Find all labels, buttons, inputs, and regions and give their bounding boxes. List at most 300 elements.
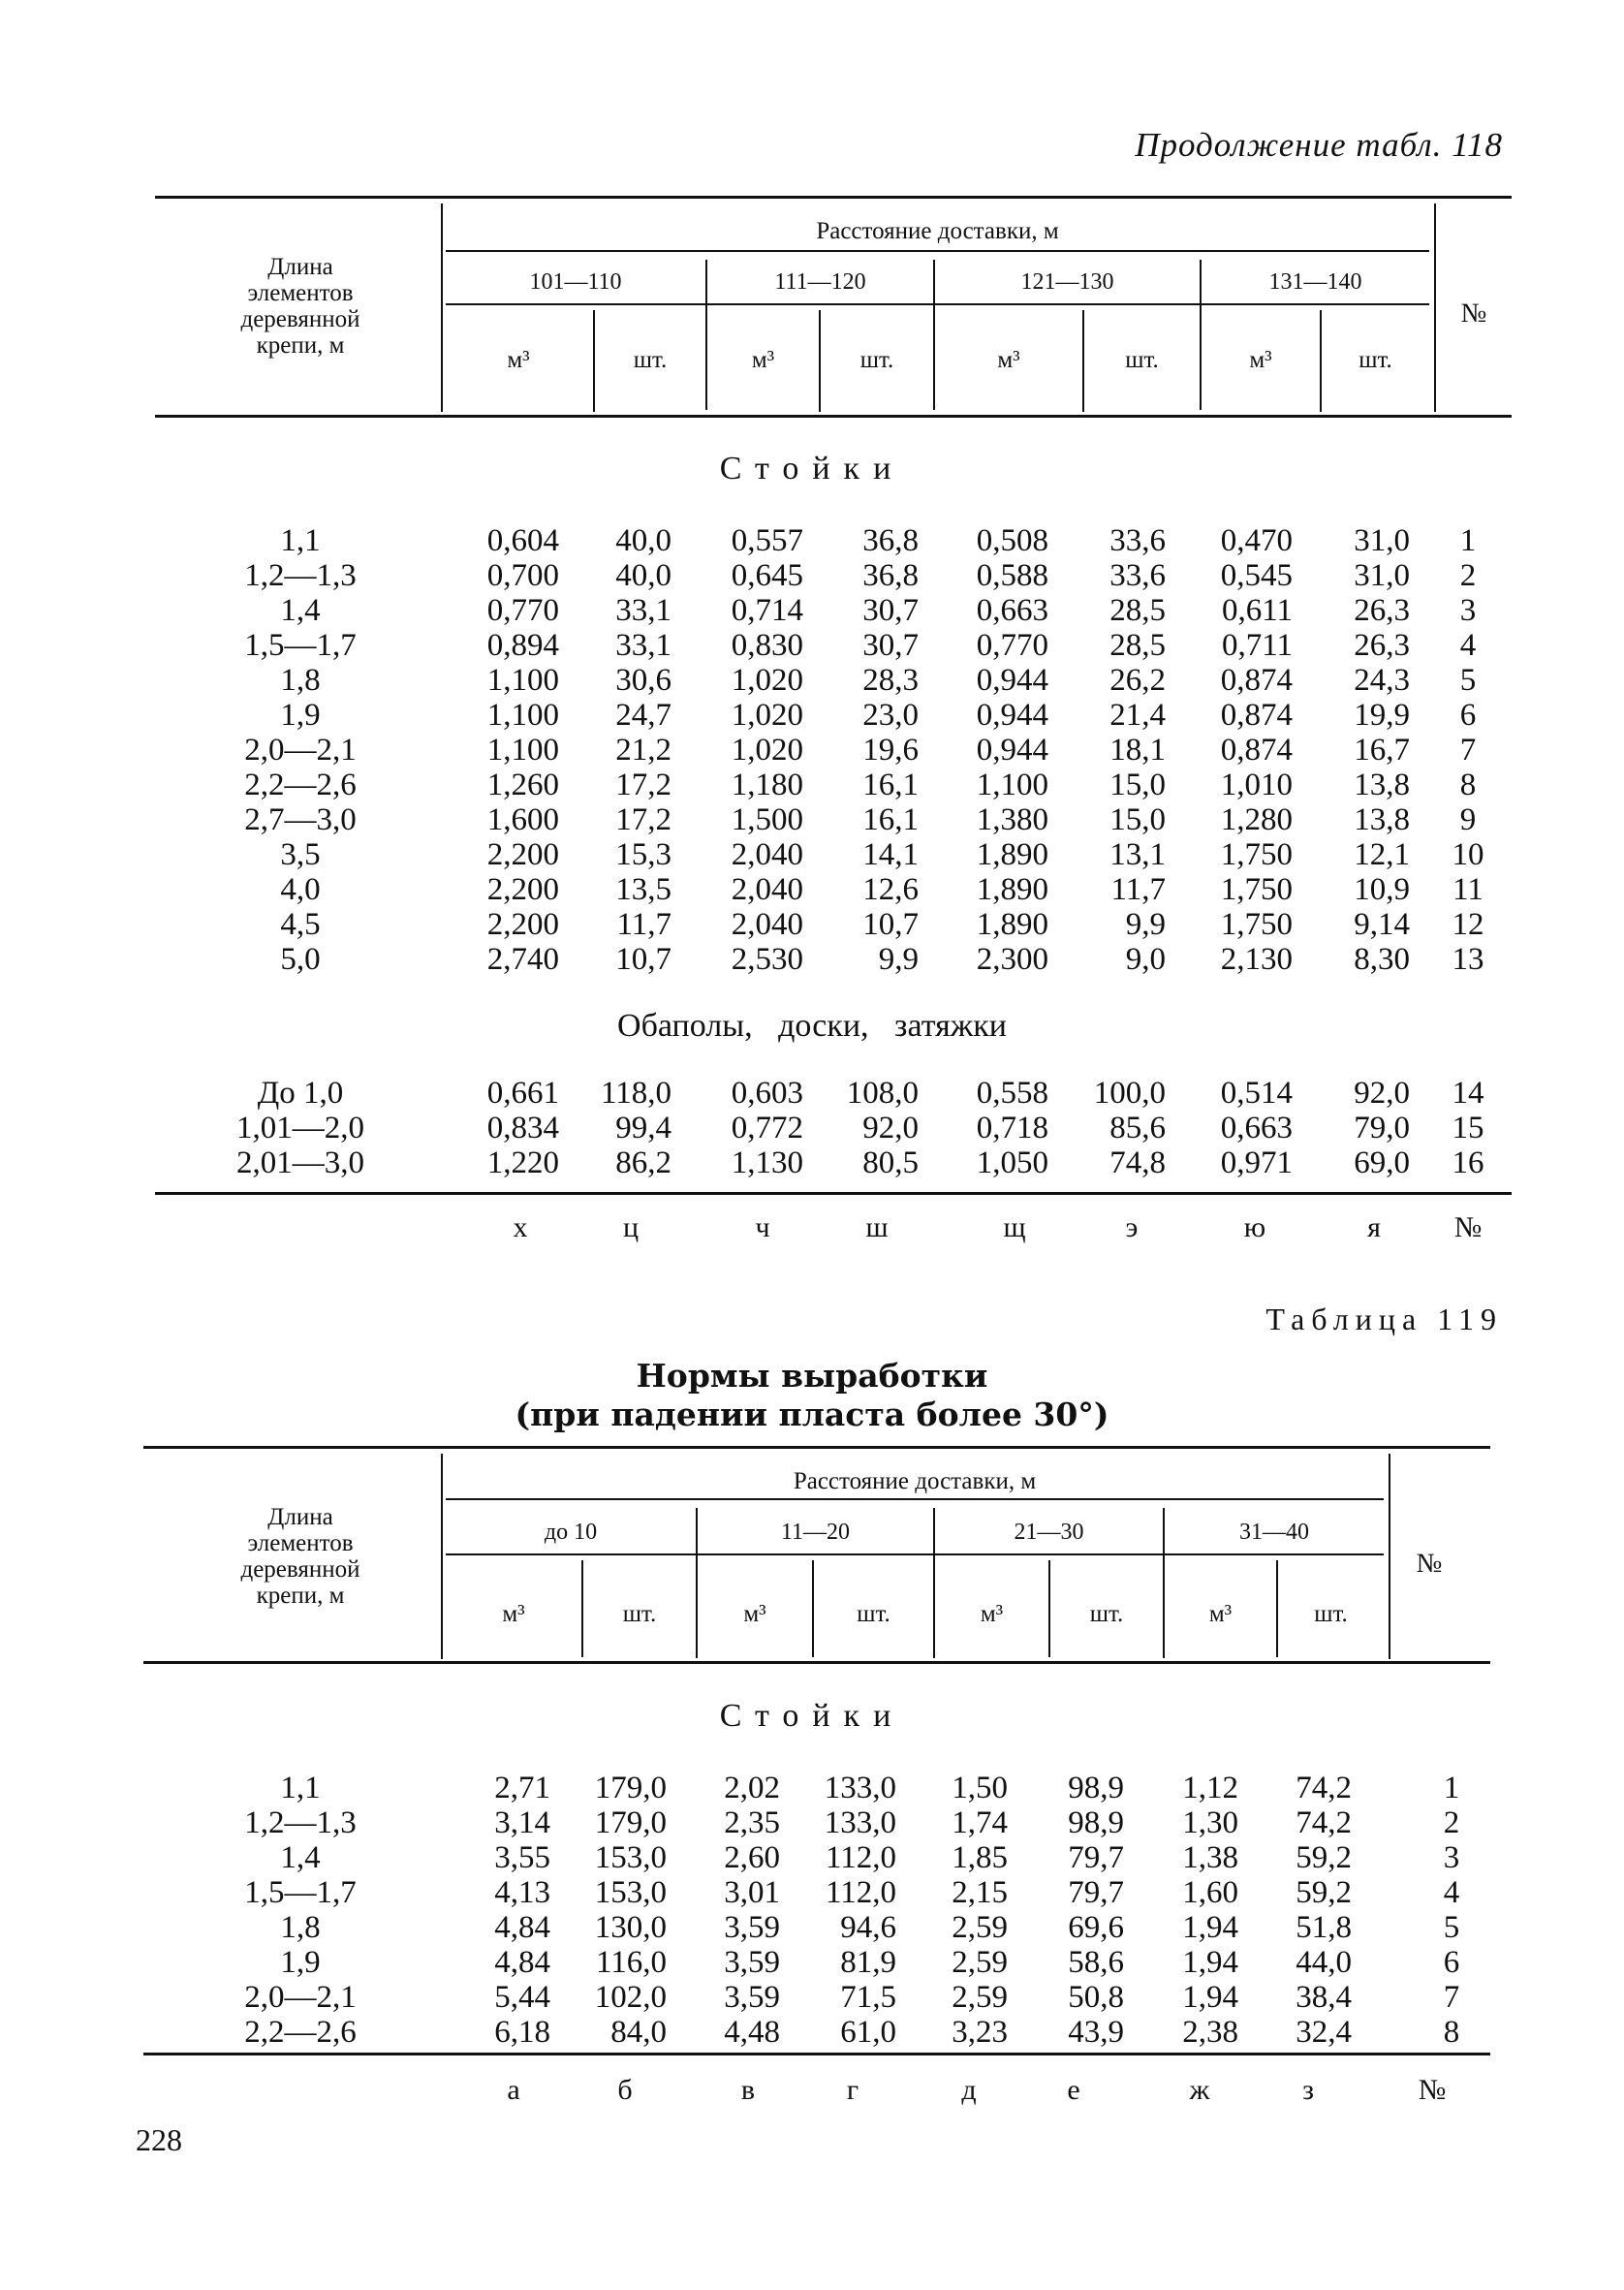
cell-volume-m3: 1,12	[1182, 1771, 1238, 1805]
cell-pieces: 24,3	[1354, 663, 1410, 698]
footer-letter: ж	[1189, 2074, 1210, 2106]
table-subtitle: (при падении пласта более 30°)	[515, 1396, 1109, 1433]
cell-volume-m3: 2,71	[494, 1771, 550, 1805]
row-label: 1,5—1,7	[244, 1875, 357, 1910]
cell-pieces: 153,0	[594, 1875, 667, 1910]
cell-volume-m3: 0,830	[731, 628, 803, 663]
cell-pieces: 33,6	[1109, 523, 1166, 558]
table-row	[0, 523, 1624, 558]
cell-volume-m3: 0,557	[731, 523, 803, 558]
cell-pieces: 102,0	[594, 1980, 667, 2015]
cell-pieces: 112,0	[825, 1840, 896, 1875]
row-label: 3,5	[280, 837, 321, 872]
cell-pieces: 13,8	[1354, 802, 1410, 837]
header-text: элементов	[247, 280, 354, 306]
cell-pieces: 26,2	[1109, 663, 1166, 698]
cell-pieces: 14,1	[862, 837, 919, 872]
cell-volume-m3: 0,718	[976, 1111, 1048, 1145]
footer-letter: б	[617, 2074, 633, 2106]
cell-volume-m3: 0,661	[486, 1076, 559, 1111]
cell-volume-m3: 2,200	[486, 907, 559, 942]
footer-letter: х	[513, 1211, 528, 1243]
cell-volume-m3: 0,834	[486, 1111, 559, 1145]
cell-pieces: 108,0	[846, 1076, 919, 1111]
header-text: деревянной	[240, 1556, 360, 1583]
table-bottom-rule	[155, 1192, 1512, 1195]
cell-pieces: 179,0	[594, 1771, 667, 1805]
cell-volume-m3: 4,13	[494, 1875, 550, 1910]
range-header: 31—40	[1239, 1520, 1309, 1545]
cell-volume-m3: 2,59	[952, 1945, 1008, 1980]
row-label: 1,2—1,3	[244, 558, 357, 593]
cell-pieces: 9,9	[1125, 907, 1166, 942]
cell-pieces: 23,0	[862, 698, 919, 733]
cell-volume-m3: 0,714	[731, 593, 803, 628]
cell-pieces: 116,0	[595, 1945, 667, 1980]
cell-volume-m3: 2,530	[731, 942, 803, 977]
row-number: 15	[1452, 1111, 1484, 1145]
cell-pieces: 85,6	[1109, 1111, 1166, 1145]
cell-pieces: 33,1	[615, 628, 671, 663]
cell-pieces: 12,6	[862, 872, 919, 907]
cell-volume-m3: 2,040	[731, 872, 803, 907]
cell-volume-m3: 2,15	[952, 1875, 1008, 1910]
cell-pieces: 28,3	[862, 663, 919, 698]
cell-pieces: 51,8	[1296, 1910, 1352, 1945]
row-number: 5	[1459, 663, 1477, 698]
cell-volume-m3: 0,663	[1220, 1111, 1293, 1145]
cell-volume-m3: 0,971	[1220, 1145, 1293, 1180]
header-text: деревянной	[240, 306, 360, 332]
cell-volume-m3: 6,18	[494, 2015, 550, 2050]
cell-volume-m3: 1,890	[976, 872, 1048, 907]
cell-volume-m3: 1,94	[1182, 1945, 1238, 1980]
cell-pieces: 16,1	[862, 768, 919, 802]
cell-volume-m3: 0,514	[1220, 1076, 1293, 1111]
cell-volume-m3: 0,700	[486, 558, 559, 593]
cell-pieces: 33,1	[615, 593, 671, 628]
cell-pieces: 99,4	[615, 1111, 671, 1145]
table-title: Нормы выработки	[636, 1357, 988, 1395]
footer-letter: щ	[1003, 1211, 1026, 1243]
cell-volume-m3: 0,603	[731, 1076, 803, 1111]
unit-m3: м³	[507, 347, 530, 373]
cell-pieces: 81,9	[840, 1945, 896, 1980]
cell-pieces: 10,9	[1354, 872, 1410, 907]
footer-letter: №	[1453, 1211, 1483, 1243]
cell-pieces: 33,6	[1109, 558, 1166, 593]
cell-volume-m3: 2,38	[1182, 2015, 1238, 2050]
row-label: 1,8	[280, 1910, 321, 1945]
cell-volume-m3: 1,100	[486, 733, 559, 768]
footer-letter: з	[1302, 2074, 1314, 2106]
cell-pieces: 28,5	[1109, 593, 1166, 628]
cell-pieces: 71,5	[840, 1980, 896, 2015]
cell-volume-m3: 0,645	[731, 558, 803, 593]
cell-pieces: 38,4	[1296, 1980, 1352, 2015]
cell-pieces: 8,30	[1354, 942, 1410, 977]
cell-volume-m3: 1,050	[976, 1145, 1048, 1180]
row-label: 2,7—3,0	[244, 802, 357, 837]
unit-pcs: шт.	[1125, 347, 1159, 373]
table-row	[0, 942, 1624, 977]
table-row	[0, 593, 1624, 628]
row-label: 1,5—1,7	[244, 628, 357, 663]
cell-volume-m3: 2,740	[486, 942, 559, 977]
row-number: 3	[1443, 1840, 1460, 1875]
cell-volume-m3: 3,59	[724, 1980, 780, 2015]
unit-m3: м³	[1208, 1601, 1233, 1627]
cell-pieces: 130,0	[594, 1910, 667, 1945]
cell-volume-m3: 1,50	[952, 1771, 1008, 1805]
cell-pieces: 21,4	[1109, 698, 1166, 733]
table-number: Таблица 119	[1265, 1302, 1503, 1336]
unit-m3: м³	[1249, 347, 1272, 373]
cell-pieces: 31,0	[1354, 523, 1410, 558]
row-label: 1,4	[280, 593, 321, 628]
distance-header: Расстояние доставки, м	[816, 218, 1059, 244]
table-row	[0, 1805, 1624, 1840]
cell-volume-m3: 0,545	[1220, 558, 1293, 593]
cell-volume-m3: 3,59	[724, 1910, 780, 1945]
row-label: 1,9	[280, 698, 321, 733]
cell-pieces: 153,0	[594, 1840, 667, 1875]
cell-volume-m3: 0,711	[1221, 628, 1293, 663]
range-header: до 10	[544, 1520, 598, 1545]
row-number: 6	[1459, 698, 1477, 733]
cell-pieces: 21,2	[615, 733, 671, 768]
table-row	[0, 1840, 1624, 1875]
row-label: 2,0—2,1	[244, 733, 357, 768]
cell-pieces: 30,7	[862, 593, 919, 628]
header-text: Длина	[267, 254, 333, 280]
cell-volume-m3: 2,040	[731, 907, 803, 942]
cell-pieces: 9,14	[1354, 907, 1410, 942]
header-rule	[446, 303, 1429, 305]
row-label-header	[184, 1504, 417, 1609]
cell-pieces: 16,1	[862, 802, 919, 837]
cell-pieces: 44,0	[1296, 1945, 1352, 1980]
cell-pieces: 133,0	[824, 1771, 896, 1805]
cell-volume-m3: 2,300	[976, 942, 1048, 977]
cell-volume-m3: 1,74	[952, 1805, 1008, 1840]
cell-pieces: 84,0	[610, 2015, 667, 2050]
table-row	[0, 733, 1624, 768]
header-rule	[446, 250, 1429, 252]
footer-letter: я	[1367, 1211, 1381, 1243]
row-number: 13	[1452, 942, 1484, 977]
unit-m3: м³	[980, 1601, 1004, 1627]
table-row	[0, 1875, 1624, 1910]
cell-pieces: 13,1	[1109, 837, 1166, 872]
table-row	[0, 628, 1624, 663]
cell-volume-m3: 0,944	[976, 698, 1048, 733]
table-row	[0, 1145, 1624, 1180]
cell-volume-m3: 0,558	[976, 1076, 1048, 1111]
cell-volume-m3: 0,874	[1220, 698, 1293, 733]
range-header: 21—30	[1014, 1520, 1084, 1545]
cell-pieces: 17,2	[615, 768, 671, 802]
cell-volume-m3: 1,020	[731, 663, 803, 698]
footer-letter: ч	[755, 1211, 770, 1243]
table-row	[0, 663, 1624, 698]
cell-pieces: 15,3	[615, 837, 671, 872]
cell-pieces: 59,2	[1296, 1875, 1352, 1910]
header-text: элементов	[247, 1530, 354, 1556]
cell-pieces: 19,9	[1354, 698, 1410, 733]
row-label: 1,9	[280, 1945, 321, 1980]
unit-m3: м³	[502, 1601, 525, 1627]
cell-volume-m3: 0,944	[976, 663, 1048, 698]
table-row	[0, 837, 1624, 872]
cell-pieces: 15,0	[1109, 802, 1166, 837]
range-header: 101—110	[529, 269, 622, 295]
row-number: 3	[1459, 593, 1477, 628]
cell-pieces: 24,7	[615, 698, 671, 733]
unit-pcs: шт.	[1359, 347, 1392, 373]
cell-pieces: 13,8	[1354, 768, 1410, 802]
header-divider	[441, 204, 443, 412]
cell-pieces: 79,0	[1354, 1111, 1410, 1145]
cell-volume-m3: 4,48	[724, 2015, 780, 2050]
cell-pieces: 133,0	[824, 1805, 896, 1840]
cell-pieces: 12,1	[1354, 837, 1410, 872]
row-label: 1,1	[280, 1771, 321, 1805]
cell-pieces: 40,0	[615, 558, 671, 593]
cell-volume-m3: 1,750	[1220, 872, 1293, 907]
footer-letter: ш	[865, 1211, 889, 1243]
range-header: 11—20	[780, 1520, 851, 1545]
table-row	[0, 1910, 1624, 1945]
footer-letter: ц	[622, 1211, 640, 1243]
footer-letter: а	[507, 2074, 520, 2106]
table-row	[0, 802, 1624, 837]
cell-volume-m3: 1,380	[976, 802, 1048, 837]
row-number: 1	[1443, 1771, 1460, 1805]
cell-volume-m3: 3,01	[724, 1875, 780, 1910]
cell-volume-m3: 1,750	[1220, 837, 1293, 872]
table-row	[0, 768, 1624, 802]
cell-volume-m3: 2,35	[724, 1805, 780, 1840]
row-label: 1,1	[280, 523, 321, 558]
cell-pieces: 79,7	[1068, 1840, 1124, 1875]
cell-pieces: 10,7	[615, 942, 671, 977]
cell-volume-m3: 2,59	[952, 1980, 1008, 2015]
unit-m3: м³	[997, 347, 1020, 373]
row-label: До 1,0	[257, 1076, 344, 1111]
footer-letter: э	[1125, 1211, 1139, 1243]
cell-pieces: 32,4	[1296, 2015, 1352, 2050]
cell-pieces: 118,0	[600, 1076, 671, 1111]
row-label: 2,01—3,0	[236, 1145, 364, 1180]
cell-volume-m3: 1,30	[1182, 1805, 1238, 1840]
cell-pieces: 18,1	[1109, 733, 1166, 768]
cell-volume-m3: 1,100	[486, 698, 559, 733]
row-label: 1,8	[280, 663, 321, 698]
cell-volume-m3: 0,874	[1220, 733, 1293, 768]
table-row	[0, 1076, 1624, 1111]
row-number: 8	[1443, 2015, 1460, 2050]
cell-volume-m3: 1,500	[731, 802, 803, 837]
footer-letter: в	[740, 2074, 756, 2106]
cell-pieces: 69,0	[1354, 1145, 1410, 1180]
page-number: 228	[136, 2122, 182, 2157]
table-row	[0, 1111, 1624, 1145]
cell-volume-m3: 1,750	[1220, 907, 1293, 942]
cell-volume-m3: 3,55	[494, 1840, 550, 1875]
header-bottom-rule	[155, 415, 1512, 418]
distance-header: Расстояние доставки, м	[793, 1468, 1037, 1494]
cell-volume-m3: 4,84	[494, 1945, 550, 1980]
cell-volume-m3: 2,040	[731, 837, 803, 872]
cell-volume-m3: 0,604	[486, 523, 559, 558]
row-label: 1,2—1,3	[244, 1805, 357, 1840]
table-row	[0, 558, 1624, 593]
cell-volume-m3: 1,38	[1182, 1840, 1238, 1875]
cell-pieces: 74,2	[1296, 1771, 1352, 1805]
cell-pieces: 13,5	[615, 872, 671, 907]
range-header: 131—140	[1268, 269, 1362, 295]
cell-pieces: 61,0	[840, 2015, 896, 2050]
cell-volume-m3: 1,890	[976, 907, 1048, 942]
cell-pieces: 43,9	[1068, 2015, 1124, 2050]
unit-pcs: шт.	[622, 1601, 657, 1627]
cell-volume-m3: 1,890	[976, 837, 1048, 872]
footer-letter: ю	[1243, 1211, 1266, 1243]
cell-volume-m3: 1,94	[1182, 1910, 1238, 1945]
table-bottom-rule	[143, 2053, 1490, 2055]
cell-pieces: 94,6	[840, 1910, 896, 1945]
row-number: 7	[1443, 1980, 1460, 2015]
cell-volume-m3: 0,770	[976, 628, 1048, 663]
row-number: 9	[1459, 802, 1477, 837]
cell-pieces: 50,8	[1068, 1980, 1124, 2015]
cell-volume-m3: 2,200	[486, 837, 559, 872]
table-row	[0, 2015, 1624, 2050]
unit-pcs: шт.	[859, 347, 894, 373]
cell-volume-m3: 0,772	[731, 1111, 803, 1145]
row-label: 1,4	[280, 1840, 321, 1875]
row-number: 8	[1459, 768, 1477, 802]
range-header: 121—130	[1020, 269, 1114, 295]
header-rule	[446, 1498, 1384, 1500]
cell-volume-m3: 0,470	[1220, 523, 1293, 558]
cell-volume-m3: 2,59	[952, 1910, 1008, 1945]
num-header: №	[1460, 298, 1487, 329]
row-number: 11	[1452, 872, 1483, 907]
unit-pcs: шт.	[1314, 1601, 1348, 1627]
header-divider	[441, 1454, 443, 1659]
cell-pieces: 79,7	[1068, 1875, 1124, 1910]
row-number: 6	[1443, 1945, 1460, 1980]
row-label: 5,0	[280, 942, 321, 977]
unit-m3: м³	[751, 347, 775, 373]
row-number: 10	[1452, 837, 1484, 872]
cell-volume-m3: 1,010	[1220, 768, 1293, 802]
cell-volume-m3: 1,600	[486, 802, 559, 837]
table-row	[0, 1945, 1624, 1980]
cell-pieces: 58,6	[1068, 1945, 1124, 1980]
row-label: 2,0—2,1	[244, 1980, 357, 2015]
cell-pieces: 30,7	[862, 628, 919, 663]
cell-volume-m3: 1,220	[486, 1145, 559, 1180]
row-label: 1,01—2,0	[236, 1111, 364, 1145]
row-number: 4	[1459, 628, 1477, 663]
row-label: 2,2—2,6	[244, 2015, 357, 2050]
cell-volume-m3: 0,611	[1221, 593, 1293, 628]
cell-pieces: 26,3	[1354, 593, 1410, 628]
row-number: 12	[1452, 907, 1484, 942]
cell-volume-m3: 2,200	[486, 872, 559, 907]
cell-pieces: 9,0	[1125, 942, 1166, 977]
table-row	[0, 1771, 1624, 1805]
cell-volume-m3: 5,44	[494, 1980, 550, 2015]
footer-letter: №	[1418, 2074, 1447, 2106]
cell-pieces: 98,9	[1068, 1771, 1124, 1805]
cell-pieces: 30,6	[615, 663, 671, 698]
cell-pieces: 11,7	[616, 907, 671, 942]
footer-letter: е	[1067, 2074, 1080, 2106]
cell-pieces: 11,7	[1110, 872, 1166, 907]
cell-pieces: 36,8	[862, 523, 919, 558]
table-top-rule	[143, 1446, 1490, 1449]
cell-pieces: 40,0	[615, 523, 671, 558]
continuation-caption: Продолжение табл. 118	[1135, 126, 1503, 164]
cell-pieces: 92,0	[1354, 1076, 1410, 1111]
footer-letter: г	[846, 2074, 859, 2106]
row-number: 16	[1452, 1145, 1484, 1180]
cell-pieces: 86,2	[615, 1145, 671, 1180]
cell-pieces: 31,0	[1354, 558, 1410, 593]
cell-volume-m3: 1,130	[731, 1145, 803, 1180]
row-number: 4	[1443, 1875, 1460, 1910]
cell-pieces: 28,5	[1109, 628, 1166, 663]
cell-pieces: 17,2	[615, 802, 671, 837]
table-row	[0, 872, 1624, 907]
cell-volume-m3: 1,60	[1182, 1875, 1238, 1910]
table-row	[0, 907, 1624, 942]
cell-volume-m3: 4,84	[494, 1910, 550, 1945]
section-title: Обаполы, доски, затяжки	[617, 1008, 1007, 1044]
header-text: крепи, м	[256, 1583, 345, 1609]
range-header: 111—120	[774, 269, 866, 295]
cell-pieces: 36,8	[862, 558, 919, 593]
cell-volume-m3: 3,23	[952, 2015, 1008, 2050]
cell-pieces: 9,9	[878, 942, 919, 977]
cell-pieces: 74,8	[1109, 1145, 1166, 1180]
cell-volume-m3: 1,020	[731, 733, 803, 768]
table-row	[0, 698, 1624, 733]
row-number: 5	[1443, 1910, 1460, 1945]
cell-volume-m3: 1,280	[1220, 802, 1293, 837]
cell-volume-m3: 0,663	[976, 593, 1048, 628]
table-top-rule	[155, 196, 1512, 199]
row-label: 2,2—2,6	[244, 768, 357, 802]
unit-pcs: шт.	[633, 347, 668, 373]
cell-pieces: 10,7	[862, 907, 919, 942]
cell-pieces: 26,3	[1354, 628, 1410, 663]
cell-volume-m3: 1,180	[731, 768, 803, 802]
row-label: 4,0	[280, 872, 321, 907]
cell-volume-m3: 3,14	[494, 1805, 550, 1840]
row-number: 7	[1459, 733, 1477, 768]
cell-volume-m3: 1,85	[952, 1840, 1008, 1875]
cell-volume-m3: 3,59	[724, 1945, 780, 1980]
cell-pieces: 59,2	[1296, 1840, 1352, 1875]
row-number: 1	[1459, 523, 1477, 558]
cell-volume-m3: 0,944	[976, 733, 1048, 768]
cell-volume-m3: 1,100	[486, 663, 559, 698]
